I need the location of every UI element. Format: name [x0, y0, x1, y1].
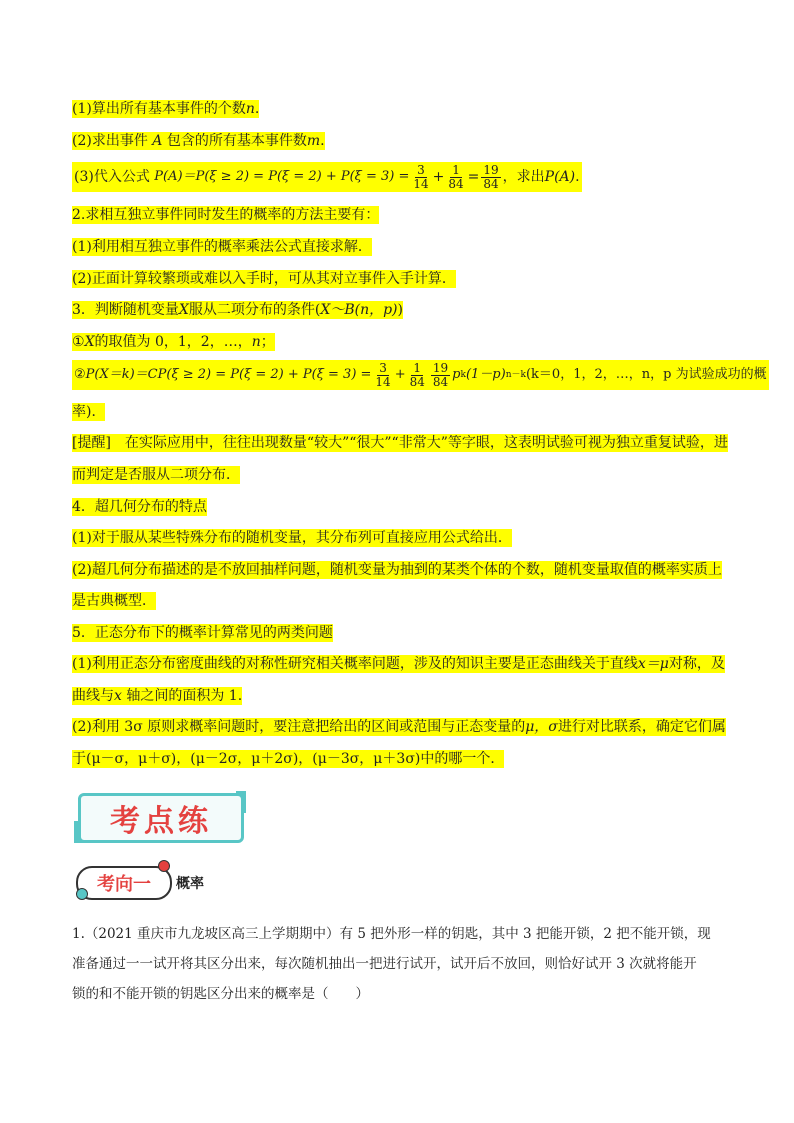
heading-4: 4．超几何分布的特点 — [72, 499, 207, 515]
reminder-line-2: 而判定是否服从二项分布． — [72, 467, 240, 483]
reminder-line-1: [提醒] 在实际应用中，往往出现数量“较大”“很大”“非常大”等字眼，这表明试验可视为独立重复试验，进 — [72, 435, 728, 451]
heading-2: 2.求相互独立事件同时发生的概率的方法主要有： — [72, 207, 380, 223]
heading-5: 5．正态分布下的概率计算常见的两类问题 — [72, 625, 333, 641]
question-1-line-2: 准备通过一一试开将其区分出来，每次随机抽出一把进行试开，试开后不放回，则恰好试开 3 次就将能开 — [72, 956, 697, 972]
method-2: (2)正面计算较繁琐或难以入手时，可从其对立事件入手计算． — [72, 271, 456, 287]
badge-title: 考点练 — [78, 793, 244, 843]
condition-1: ①X的取值为 0，1，2，…，n； — [72, 334, 275, 350]
hyper-2: (2)超几何分布描述的是不放回抽样问题，随机变量为抽到的某类个体的个数，随机变量取值的概率实质上 — [72, 562, 722, 578]
hyper-2-cont: 是古典概型． — [72, 593, 156, 609]
hyper-1: (1)对于服从某些特殊分布的随机变量，其分布列可直接应用公式给出． — [72, 530, 512, 546]
question-1-line-3: 锁的和不能开锁的钥匙区分出来的概率是（ ） — [72, 986, 369, 1002]
decor-dot-icon — [158, 860, 170, 872]
decor-dot-icon — [76, 888, 88, 900]
method-1: (1)利用相互独立事件的概率乘法公式直接求解． — [72, 239, 372, 255]
step-1: (1)算出所有基本事件的个数n. — [72, 101, 260, 117]
step-2: (2)求出事件 A 包含的所有基本事件数m. — [72, 133, 325, 149]
subsection-tag: 考向一 — [76, 866, 172, 900]
condition-2-formula: ② P(X＝k)＝C P(ξ ≥ 2) = P(ξ = 2) + P(ξ = 3) = $\frac{3}{14}$ + $\frac{1}{84}$ $\frac{19}{84}$ p k (1－p) n－k (k＝0，1，2，…，n，p 为试验成功的概 — [74, 360, 767, 389]
condition-2-cont: 率)． — [72, 404, 106, 420]
question-1-line-1: 1.（2021 重庆市九龙坡区高三上学期期中）有 5 把外形一样的钥匙，其中 3 把能开锁，2 把不能开锁，现 — [72, 926, 711, 942]
heading-3: 3．判断随机变量X服从二项分布的条件(X～B(n，p)) — [72, 302, 403, 318]
section-badge — [74, 785, 246, 845]
subsection-title: 概率 — [176, 876, 204, 892]
step-3-formula: (3)代入公式 P(A)＝P(ξ ≥ 2) = P(ξ = 2) + P(ξ = 3) = $\frac{3}{14}$ + $\frac{1}{84}$ = $\frac{19}{84}$ ，求出 P(A) . — [74, 162, 580, 191]
normal-1-cont: 曲线与x 轴之间的面积为 1. — [72, 688, 243, 704]
normal-2-cont: 于(μ－σ，μ＋σ)，(μ－2σ，μ＋2σ)，(μ－3σ，μ＋3σ)中的哪一个． — [72, 751, 505, 767]
normal-1: (1)利用正态分布密度曲线的对称性研究相关概率问题，涉及的知识主要是正态曲线关于直线x＝μ对称，及 — [72, 656, 725, 672]
normal-2: (2)利用 3σ 原则求概率问题时，要注意把给出的区间或范围与正态变量的μ，σ进行对比联系，确定它们属 — [72, 719, 726, 735]
subsection-header — [70, 860, 220, 906]
